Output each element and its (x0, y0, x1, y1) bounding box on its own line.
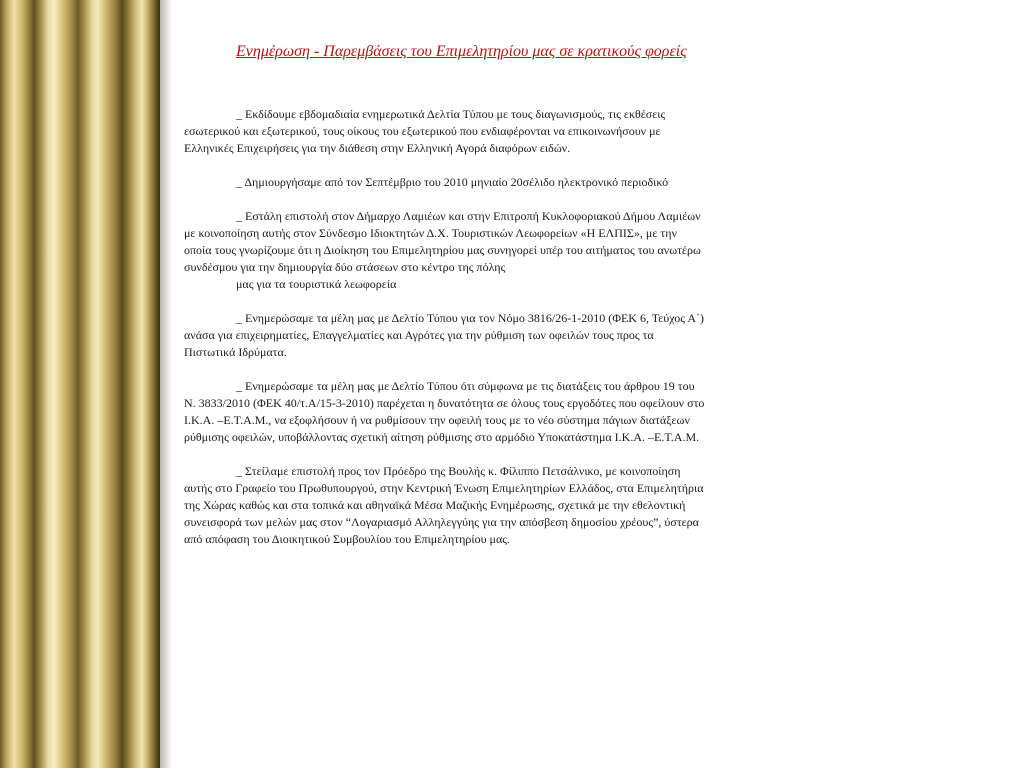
paragraph-letter-parliament: _ Στείλαμε επιστολή προς τον Πρόεδρο της Βουλής κ. Φίλιππο Πετσάλνικο, με κοινοποίηση αυτής στο Γραφείο του Πρωθυπουργού, στην Κεντρική Ένωση Επιμελητηρίων Ελλάδος, στα Επιμελητήρια της Χώρας καθώς και στα τοπικά και αθηναϊκά Μέσα Μαζικής Ενημέρωσης, σχετικά με την εθελοντική συνεισφορά των μελών μας στον “Λογαριασμό Αλληλεγγύης για την απόσβεση δημοσίου χρέους”, ύστερα από απόφαση του Διοικητικού Συμβουλίου του Επιμελητηρίου μας. (184, 464, 704, 546)
paragraph-monthly-magazine: _ Δημιουργήσαμε από τον Σεπτέμβριο του 2010 μηνιαίο 20σέλιδο ηλεκτρονικό περιοδικό (236, 175, 669, 189)
paragraph-letter-mayor-text: _ Εστάλη επιστολή στον Δήμαρχο Λαμιέων και στην Επιτροπή Κυκλοφοριακού Δήμου Λαμιέων με κοινοποίηση αυτής στον Σύνδεσμο Ιδιοκτητών Δ.Χ. Τουριστικών Λεωφορείων «Η ΕΛΠΙΣ», με την οποία τους γνωρίζουμε ότι η Διοίκηση του Επιμελητηρίου μας συνηγορεί υπέρ του αιτήματος του ανωτέρω συνδέσμου για την δημιουργία δύο στάσεων στο κέντρο της πόλης (184, 209, 701, 274)
gold-curtain-decoration (0, 0, 160, 768)
paragraph-press-releases: _ Εκδίδουμε εβδομαδιαία ενημερωτικά Δελτία Τύπου με τους διαγωνισμούς, τις εκθέσεις εσωτερικού και εξωτερικού, τους οίκους του εξωτερικού που ενδιαφέρονται να επικοινωνήσουν με Ελληνικές Επιχειρήσεις για την διάθεση στην Ελληνική Αγορά διαφόρων ειδών. (184, 107, 666, 155)
paragraph-letter-mayor (184, 208, 706, 293)
curtain-shadow (160, 0, 172, 768)
paragraph-law-3816: _ Ενημερώσαμε τα μέλη μας με Δελτίο Τύπου για τον Νόμο 3816/26-1-2010 (ΦΕΚ 6, Τεύχος Α΄) ανάσα για επιχειρηματίες, Επαγγελματίες και Αγρότες για την ρύθμιση των οφειλών τους προς τα Πιστωτικά Ιδρύματα. (184, 311, 705, 359)
paragraph-ika-settlement: _ Ενημερώσαμε τα μέλη μας με Δελτίο Τύπου ότι σύμφωνα με τις διατάξεις του άρθρου 19 του Ν. 3833/2010 (ΦΕΚ 40/τ.Α/15-3-2010) παρέχεται η δυνατότητα σε όλους τους εργοδότες που οφείλουν στο Ι.Κ.Α. –Ε.Τ.Α.Μ., να εξοφλήσουν ή να ρυθμίσουν την οφειλή τους με το νέο σύστημα πάγιων διατάξεων ρύθμισης οφειλών, υποβάλλοντας σχετική αίτηση ρύθμισης στο αρμόδιο Υποκατάστημα Ι.Κ.Α. –Ε.Τ.Α.Μ. (184, 379, 705, 444)
document-body (184, 42, 706, 565)
paragraph-letter-mayor-continuation: μας για τα τουριστικά λεωφορεία (236, 277, 397, 291)
page-title: Ενημέρωση - Παρεμβάσεις του Επιμελητηρίου μας σε κρατικούς φορείς (236, 43, 687, 60)
